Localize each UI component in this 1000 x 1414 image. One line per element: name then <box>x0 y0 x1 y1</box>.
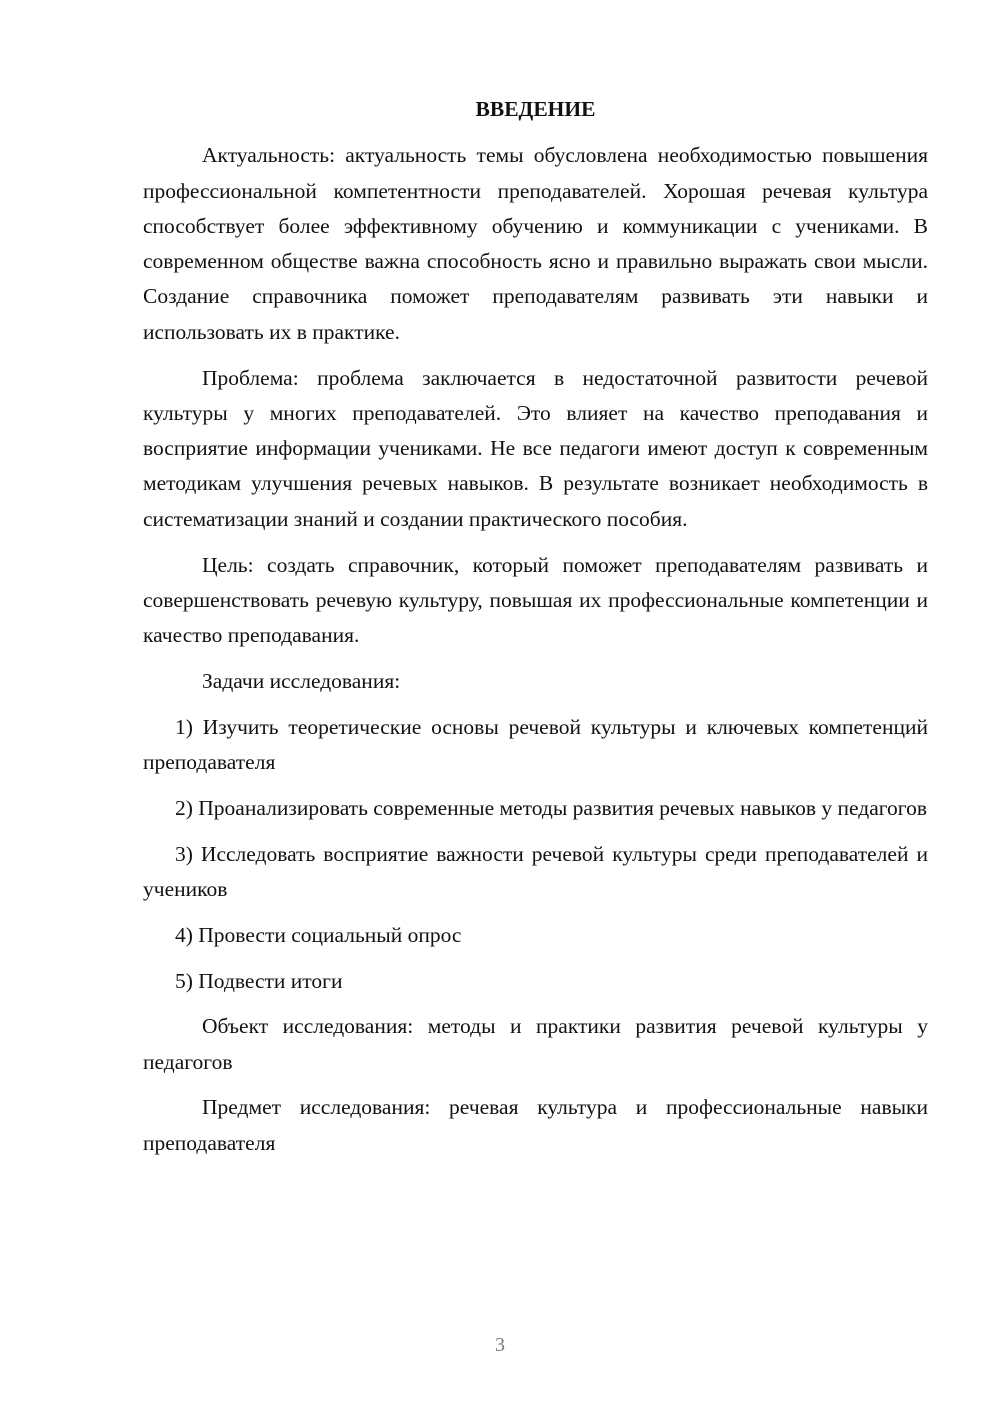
task-item-2: 2) Проанализировать современные методы развития речевых навыков у педагогов <box>175 795 927 820</box>
task-item-3: 3) Исследовать восприятие важности речевой культуры среди преподавателей и учеников <box>143 841 928 901</box>
page-content <box>143 92 928 1172</box>
paragraph-relevance: Актуальность: актуальность темы обусловлена необходимостью повышения профессиональной компетентности преподавателей. Хорошая речевая культура способствует более эффективному обучению и коммуникации с учениками. В современном обществе важна способность ясно и правильно выражать свои мысли. Создание справочника поможет преподавателям развивать эти навыки и использовать их в практике. <box>143 143 928 344</box>
task-item-4: 4) Провести социальный опрос <box>175 922 462 947</box>
paragraph-goal: Цель: создать справочник, который поможет преподавателям развивать и совершенствовать речевую культуру, повышая их профессиональные компетенции и качество преподавания. <box>143 552 928 648</box>
paragraph-object: Объект исследования: методы и практики развития речевой культуры у педагогов <box>143 1014 928 1074</box>
task-item-5: 5) Подвести итоги <box>175 968 343 993</box>
task-item-1: 1) Изучить теоретические основы речевой культуры и ключевых компетенций преподавателя <box>143 714 928 775</box>
page-number: 3 <box>495 1334 505 1356</box>
paragraph-tasks-intro: Задачи исследования: <box>202 668 401 693</box>
page-heading: ВВЕДЕНИЕ <box>475 97 596 121</box>
paragraph-problem: Проблема: проблема заключается в недостаточной развитости речевой культуры у многих преподавателей. Это влияет на качество преподавания и восприятие информации учениками. Не все педагоги имеют доступ к современным методикам улучшения речевых навыков. В результате возникает необходимость в систематизации знаний и создании практического пособия. <box>143 365 928 531</box>
paragraph-subject: Предмет исследования: речевая культура и профессиональные навыки преподавателя <box>143 1095 928 1155</box>
